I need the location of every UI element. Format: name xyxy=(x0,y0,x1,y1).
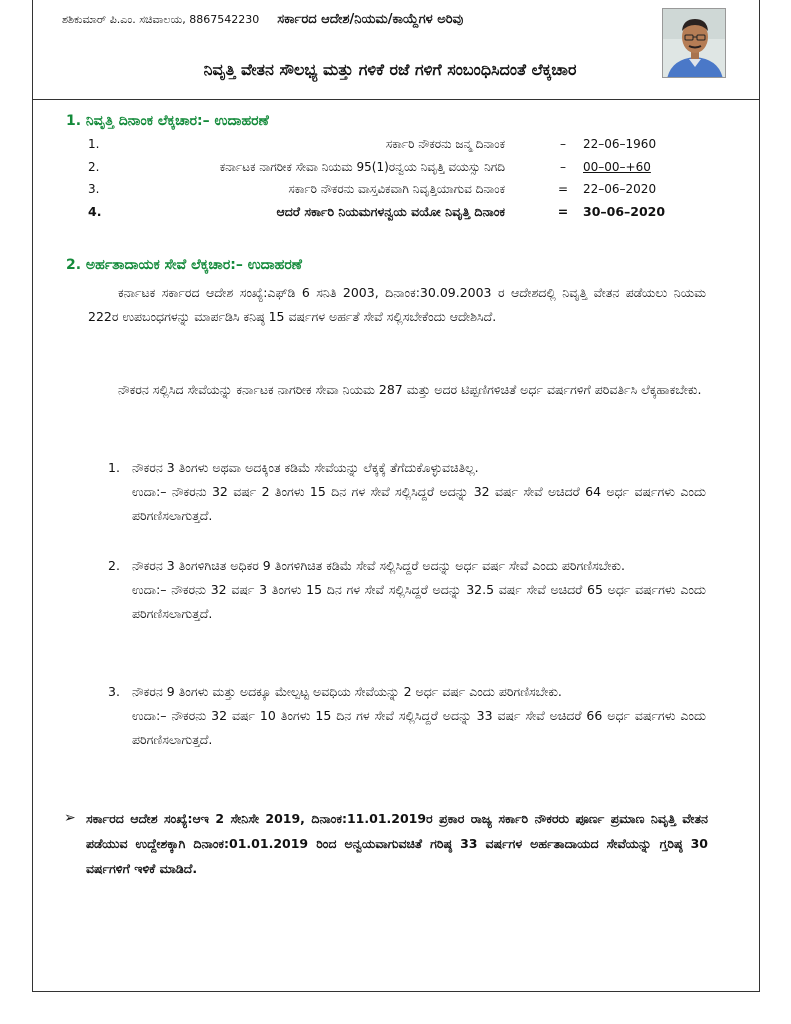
row-number: 1. xyxy=(88,137,100,151)
title-divider xyxy=(32,99,760,100)
row-value: 30–06–2020 xyxy=(583,204,666,219)
note-bullet xyxy=(64,806,708,881)
list-item-number: 2. xyxy=(108,558,120,573)
paragraph: ನೌಕರನ ಸಲ್ಲಿಸಿದ ಸೇವೆಯನ್ನು ಕರ್ನಾಟಕ ನಾಗರೀಕ ಸೇವಾ ನಿಯಮ 287 ಮತ್ತು ಅದರ ಟಿಪ್ಪಣಿಗಳಿಚಿತೆ ಅರ್ಧ ವರ್ಷಗಳಿಗೆ ಪರಿವರ್ತಿಸಿ ಲೆಕ್ಕಹಾಕಬೇಕು. xyxy=(118,382,702,397)
list-item xyxy=(108,680,706,752)
row-value: 00–00–+60 xyxy=(583,160,651,174)
row-label: ಸರ್ಕಾರಿ ನೌಕರನು ವಾಸ್ತವಿಕವಾಗಿ ನಿವೃತ್ತಿಯಾಗುವ ದಿನಾಂಕ xyxy=(288,182,505,196)
table-row xyxy=(88,137,663,155)
paragraph: ಕರ್ನಾಟಕ ಸರ್ಕಾರದ ಆದೇಶ ಸಂಖ್ಯೆ:ಎಫ್‌ಡಿ 6 ಸನಿತಿ 2003, ದಿನಾಂಕ:30.09.2003 ರ ಆದೇಶದಲ್ಲಿ ನಿವೃತ್ತಿ ವೇತನ ಪಡೆಯಲು ನಿಯಮ 222ರ ಉಪಬಂಧಗಳನ್ನು ಮಾರ್ಪಡಿಸಿ ಕನಿಷ್ಠ 15 ವರ್ಷಗಳ ಅರ್ಹತೆ ಸೇವೆ ಸಲ್ಲಿಸಬೇಕೆಂದು ಆದೇಶಿಸಿದೆ. xyxy=(88,285,706,324)
table-row xyxy=(88,204,666,222)
list-item-text: ನೌಕರನ 3 ತಿಂಗಳಿಗಿಚಿತ ಅಧಿಕರ 9 ತಿಂಗಳಿಗಿಚಿತ ಕಡಿಮೆ ಸೇವೆ ಸಲ್ಲಿಸಿದ್ದರೆ ಅದನ್ನು ಅರ್ಧ ವರ್ಷ ಸೇವೆ ಎಂದು ಪರಿಗಣಿಸಬೇಕು. xyxy=(132,558,625,573)
list-item-example: ಉದಾ:– ನೌಕರನು 32 ವರ್ಷ 10 ತಿಂಗಳು 15 ದಿನ ಗಳ ಸೇವೆ ಸಲ್ಲಿಸಿದ್ದರೆ ಅದನ್ನು 33 ವರ್ಷ ಸೇವೆ ಅಚಿದರೆ 66 ಅರ್ಧ ವರ್ಷಗಳು ಎಂದು ಪರಿಗಣಿಸಲಾಗುತ್ತದೆ. xyxy=(132,708,706,747)
section2-heading: 2. ಅರ್ಹತಾದಾಯಕ ಸೇವೆ ಲೆಕ್ಕಚಾರ:– ಉದಾಹರಣೆ xyxy=(66,257,302,273)
table-row xyxy=(88,160,663,178)
row-number: 3. xyxy=(88,182,100,196)
row-operator: – xyxy=(560,137,566,151)
page-title: ನಿವೃತ್ತಿ ವೇತನ ಸೌಲಭ್ಯ ಮತ್ತು ಗಳಿಕೆ ರಜೆ ಗಳಿಗೆ ಸಂಬಂಧಿಸಿದಂತೆ ಲೆಕ್ಕಚಾರ xyxy=(203,60,577,79)
row-operator: – xyxy=(560,160,566,174)
row-label: ಆದರೆ ಸರ್ಕಾರಿ ನಿಯಮಗಳನ್ವಯ ವಯೋ ನಿವೃತ್ತಿ ದಿನಾಂಕ xyxy=(276,204,505,219)
row-number: 2. xyxy=(88,160,100,174)
list-item-example: ಉದಾ:– ನೌಕರನು 32 ವರ್ಷ 2 ತಿಂಗಳು 15 ದಿನ ಗಳ ಸೇವೆ ಸಲ್ಲಿಸಿದ್ದರೆ ಅದನ್ನು 32 ವರ್ಷ ಸೇವೆ ಅಚಿದರೆ 64 ಅರ್ಧ ವರ್ಷಗಳು ಎಂದು ಪರಿಗಣಿಸಲಾಗುತ್ತದೆ. xyxy=(132,484,706,523)
row-value: 22–06–2020 xyxy=(583,182,657,196)
list-item xyxy=(108,554,706,626)
section1-heading: 1. ನಿವೃತ್ತಿ ದಿನಾಂಕ ಲೆಕ್ಕಚಾರ:– ಉದಾಹರಣೆ xyxy=(66,113,269,129)
list-item-text: ನೌಕರನ 3 ತಿಂಗಳು ಅಥವಾ ಅದಕ್ಕಿಂತ ಕಡಿಮೆ ಸೇವೆಯನ್ನು ಲೆಕ್ಕಕ್ಕೆ ತೆಗೆದುಕೊಳ್ಳುವಚಿತಿಲ್ಲ. xyxy=(132,460,479,475)
note-text: ಸರ್ಕಾರದ ಆದೇಶ ಸಂಖ್ಯೆ:ಆಇ 2 ಸೇನಿಸೇ 2019, ದಿನಾಂಕ:11.01.2019ರ ಪ್ರಕಾರ ರಾಜ್ಯ ಸರ್ಕಾರಿ ನೌಕರರು ಪೂರ್ಣ ಪ್ರಮಾಣ ನಿವೃತ್ತಿ ವೇತನ ಪಡೆಯುವ ಉದ್ದೇಶಕ್ಕಾಗಿ ದಿನಾಂಕ:01.01.2019 ರಿಂದ ಅನ್ವಯವಾಗುವಚಿತೆ ಗರಿಷ್ಠ 33 ವರ್ಷಗಳ ಅರ್ಹತಾದಾಯದ ಸೇವೆಯನ್ನು ಗ್ತರಿಷ್ಠ 30 ವರ್ಷಗಳಿಗೆ ಇಳಿಕೆ ಮಾಡಿದೆ. xyxy=(86,811,708,876)
row-value: 22–06–1960 xyxy=(583,137,657,151)
list-item-number: 3. xyxy=(108,684,120,699)
table-row xyxy=(88,182,663,200)
list-item xyxy=(108,456,706,528)
row-label: ಸರ್ಕಾರಿ ನೌಕರನು ಜನ್ಮ ದಿನಾಂಕ xyxy=(385,137,505,151)
list-item-number: 1. xyxy=(108,460,120,475)
header-line xyxy=(62,12,662,27)
row-label: ಕರ್ನಾಟಕ ನಾಗರೀಕ ಸೇವಾ ನಿಯಮ 95(1)ರನ್ವಯ ನಿವೃತ್ತಿ ವಯಸ್ಸು ನಿಗದಿ xyxy=(219,160,505,174)
row-number: 4. xyxy=(88,204,102,219)
header-author: ಶಶಿಕುಮಾರ್ ಪಿ.ಎಂ. ಸಚಿವಾಲಯ, 8867542230 xyxy=(62,13,260,26)
list-item-text: ನೌಕರನ 9 ತಿಂಗಳು ಮತ್ತು ಅದಕ್ಕೂ ಮೇಲ್ಪಟ್ಟ ಅವಧಿಯ ಸೇವೆಯನ್ನು 2 ಅರ್ಧ ವರ್ಷ ಎಂದು ಪರಿಗಣಿಸಬೇಕು. xyxy=(132,684,562,699)
row-operator: = xyxy=(557,182,569,196)
list-item-example: ಉದಾ:– ನೌಕರನು 32 ವರ್ಷ 3 ತಿಂಗಳು 15 ದಿನ ಗಳ ಸೇವೆ ಸಲ್ಲಿಸಿದ್ದರೆ ಅದನ್ನು 32.5 ವರ್ಷ ಸೇವೆ ಅಚಿದರೆ 65 ಅರ್ಧ ವರ್ಷಗಳು ಎಂದು ಪರಿಗಣಿಸಲಾಗುತ್ತದೆ. xyxy=(132,582,706,621)
header-series-title: ಸರ್ಕಾರದ ಆದೇಶ/ನಿಯಮ/ಕಾಯ್ದೆಗಳ ಅರಿವು xyxy=(277,12,464,27)
row-operator: = xyxy=(557,204,569,219)
arrow-bullet-icon: ➢ xyxy=(64,810,76,826)
